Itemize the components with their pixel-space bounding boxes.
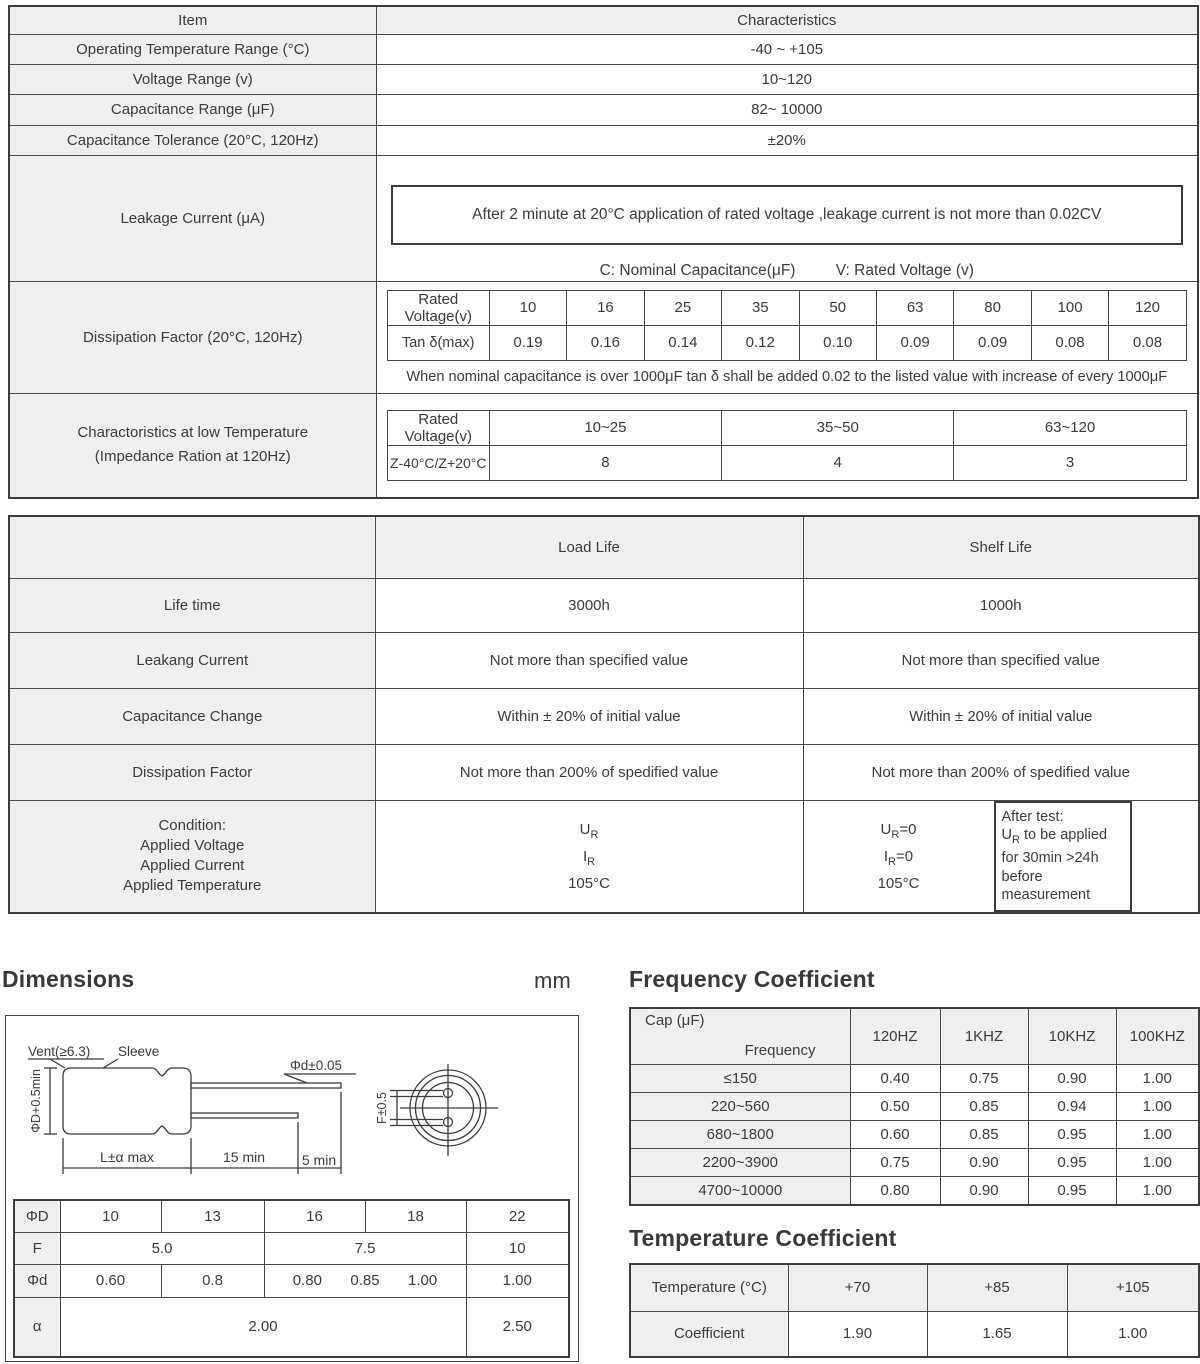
voltage-value: 63 bbox=[876, 290, 953, 325]
condition-label: Condition: Applied Voltage Applied Current Applied Temperature bbox=[9, 800, 375, 913]
freq-value: 1.00 bbox=[1116, 1148, 1199, 1176]
v-definition: V: Rated Voltage (v) bbox=[835, 261, 974, 279]
freq-value: 1.00 bbox=[1116, 1064, 1199, 1092]
coefficient-row-label: Coefficient bbox=[630, 1311, 788, 1357]
life-row-label: Leakang Current bbox=[9, 632, 375, 688]
rated-voltage-label: Rated Voltage(v) bbox=[387, 290, 489, 325]
spec-row-value: ±20% bbox=[376, 125, 1198, 155]
freq-col-header: 1KHZ bbox=[940, 1008, 1028, 1064]
spec-table bbox=[8, 5, 1199, 499]
freq-value: 0.95 bbox=[1028, 1176, 1116, 1205]
freq-value: 0.90 bbox=[940, 1176, 1028, 1205]
dimensions-unit: mm bbox=[534, 968, 572, 993]
vent-label: Vent(≥6.3) bbox=[28, 1044, 91, 1059]
life-load-value: 3000h bbox=[375, 578, 803, 632]
frequency-coefficient-table bbox=[629, 1007, 1200, 1206]
dim-row-label: F bbox=[14, 1232, 60, 1264]
freq-row-label: 220~560 bbox=[630, 1092, 850, 1120]
temperature-value-header: +105 bbox=[1067, 1264, 1199, 1311]
leakage-definitions bbox=[377, 262, 1198, 280]
freq-value: 0.60 bbox=[850, 1120, 940, 1148]
condition-shelf-values: $U_R=0$ $I_R=0$ 105°C bbox=[877, 820, 920, 892]
dim-value: 13 bbox=[161, 1200, 264, 1232]
dim-value: 10 bbox=[60, 1200, 161, 1232]
freq-value: 0.40 bbox=[850, 1064, 940, 1092]
spec-row-label: Operating Temperature Range (°C) bbox=[9, 34, 376, 64]
cap-axis-label: Cap (μF) bbox=[645, 1012, 705, 1030]
life-shelf-value: Within ± 20% of initial value bbox=[803, 688, 1199, 744]
tan-value: 0.09 bbox=[876, 325, 953, 360]
dim-row-label: ΦD bbox=[14, 1200, 60, 1232]
life-blank-header bbox=[9, 516, 375, 578]
sleeve-label: Sleeve bbox=[118, 1044, 160, 1059]
dim-row-label: α bbox=[14, 1297, 60, 1357]
impedance-ratio-label: Z-40°C/Z+20°C bbox=[387, 445, 489, 480]
shelf-life-header: Shelf Life bbox=[803, 516, 1199, 578]
leakage-condition-box: After 2 minute at 20°C application of rated voltage ,leakage current is not more than 0.02CV bbox=[391, 185, 1183, 245]
dissipation-factor-label: Dissipation Factor (20°C, 120Hz) bbox=[9, 281, 376, 393]
life-row-label: Capacitance Change bbox=[9, 688, 375, 744]
tan-value: 0.19 bbox=[489, 325, 566, 360]
pitch-label: F±0.5 bbox=[375, 1092, 389, 1124]
dim-value: 10 bbox=[466, 1232, 569, 1264]
impedance-value: 4 bbox=[722, 445, 954, 480]
voltage-value: 100 bbox=[1031, 290, 1108, 325]
after-test-note-box: After test: $U_R$ to be applied for 30min >24h before measurement bbox=[994, 801, 1132, 912]
voltage-range: 10~25 bbox=[489, 410, 721, 445]
tan-value: 0.10 bbox=[799, 325, 876, 360]
freq-value: 0.85 bbox=[940, 1120, 1028, 1148]
freq-row-label: ≤150 bbox=[630, 1064, 850, 1092]
life-load-value: Not more than specified value bbox=[375, 632, 803, 688]
dim-value: 18 bbox=[365, 1200, 466, 1232]
low-temp-inner-table bbox=[387, 410, 1187, 481]
freq-value: 0.95 bbox=[1028, 1148, 1116, 1176]
spec-row-label: Capacitance Range (μF) bbox=[9, 94, 376, 125]
life-row-label: Life time bbox=[9, 578, 375, 632]
frequency-coefficient-title: Frequency Coefficient bbox=[629, 966, 875, 992]
spec-row-value: 10~120 bbox=[376, 64, 1198, 94]
temperature-value-header: +85 bbox=[927, 1264, 1067, 1311]
impedance-value: 8 bbox=[489, 445, 721, 480]
condition-load-cell: $U_R$ $I_R$ 105°C bbox=[375, 800, 803, 913]
tan-value: 0.14 bbox=[644, 325, 721, 360]
life-shelf-value: 1000h bbox=[803, 578, 1199, 632]
dim-value: 16 bbox=[264, 1200, 365, 1232]
low-temp-cell bbox=[376, 393, 1198, 498]
voltage-value: 16 bbox=[567, 290, 644, 325]
spec-row-label: Voltage Range (v) bbox=[9, 64, 376, 94]
dissipation-note: When nominal capacitance is over 1000μF tan δ shall be added 0.02 to the listed value with increase of every 1000μF bbox=[406, 368, 1168, 385]
voltage-range: 35~50 bbox=[722, 410, 954, 445]
life-row-label: Dissipation Factor bbox=[9, 744, 375, 800]
capacitor-dimension-drawing bbox=[6, 1041, 578, 1196]
tan-delta-label: Tan δ(max) bbox=[387, 325, 489, 360]
freq-value: 0.50 bbox=[850, 1092, 940, 1120]
leakage-current-cell bbox=[376, 155, 1198, 281]
tan-value: 0.09 bbox=[954, 325, 1031, 360]
dim-row-label: Φd bbox=[14, 1264, 60, 1297]
tan-value: 0.08 bbox=[1109, 325, 1187, 360]
voltage-value: 35 bbox=[722, 290, 799, 325]
body-length-label: L±α max bbox=[100, 1149, 154, 1165]
life-shelf-value: Not more than 200% of spedified value bbox=[803, 744, 1199, 800]
spec-row-label: Capacitance Tolerance (20°C, 120Hz) bbox=[9, 125, 376, 155]
dim-value: 2.00 bbox=[60, 1297, 466, 1357]
load-life-header: Load Life bbox=[375, 516, 803, 578]
dim-value: 1.00 bbox=[466, 1264, 569, 1297]
c-definition: C: Nominal Capacitance(μF) bbox=[599, 261, 796, 279]
voltage-value: 80 bbox=[954, 290, 1031, 325]
freq-col-header: 100KHZ bbox=[1116, 1008, 1199, 1064]
freq-row-label: 2200~3900 bbox=[630, 1148, 850, 1176]
freq-value: 1.00 bbox=[1116, 1176, 1199, 1205]
voltage-value: 50 bbox=[799, 290, 876, 325]
freq-row-label: 4700~10000 bbox=[630, 1176, 850, 1205]
voltage-value: 10 bbox=[489, 290, 566, 325]
condition-shelf-cell bbox=[803, 800, 1199, 913]
low-temp-label: Charactoristics at low Temperature (Impedance Ration at 120Hz) bbox=[9, 393, 376, 498]
life-table bbox=[8, 515, 1200, 914]
voltage-range: 63~120 bbox=[954, 410, 1186, 445]
coefficient-value: 1.90 bbox=[788, 1311, 927, 1357]
dimensions-title: Dimensions bbox=[2, 966, 135, 992]
freq-value: 0.90 bbox=[940, 1148, 1028, 1176]
temperature-coefficient-title: Temperature Coefficient bbox=[629, 1225, 897, 1251]
dim-value: 7.5 bbox=[264, 1232, 466, 1264]
dim-value-merged: 0.80 0.85 1.00 bbox=[264, 1264, 466, 1297]
freq-col-header: 10KHZ bbox=[1028, 1008, 1116, 1064]
voltage-value: 25 bbox=[644, 290, 721, 325]
temperature-coefficient-table bbox=[629, 1263, 1200, 1358]
freq-value: 0.80 bbox=[850, 1176, 940, 1205]
freq-value: 1.00 bbox=[1116, 1120, 1199, 1148]
freq-value: 0.95 bbox=[1028, 1120, 1116, 1148]
dim-value: 0.8 bbox=[161, 1264, 264, 1297]
spec-characteristics-header: Characteristics bbox=[376, 6, 1198, 34]
freq-value: 0.75 bbox=[850, 1148, 940, 1176]
spec-row-value: 82~ 10000 bbox=[376, 94, 1198, 125]
impedance-value: 3 bbox=[954, 445, 1186, 480]
freq-diagonal-header bbox=[630, 1008, 850, 1064]
dissipation-inner-table bbox=[387, 290, 1187, 361]
spec-item-header: Item bbox=[9, 6, 376, 34]
tan-value: 0.16 bbox=[567, 325, 644, 360]
coefficient-value: 1.65 bbox=[927, 1311, 1067, 1357]
temperature-row-label: Temperature (°C) bbox=[630, 1264, 788, 1311]
voltage-value: 120 bbox=[1109, 290, 1187, 325]
dim-value: 22 bbox=[466, 1200, 569, 1232]
dissipation-factor-cell bbox=[376, 281, 1198, 393]
spec-row-value: -40 ~ +105 bbox=[376, 34, 1198, 64]
life-load-value: Within ± 20% of initial value bbox=[375, 688, 803, 744]
dimension-table bbox=[13, 1199, 570, 1358]
tan-value: 0.12 bbox=[722, 325, 799, 360]
dim-value: 5.0 bbox=[60, 1232, 264, 1264]
life-load-value: Not more than 200% of spedified value bbox=[375, 744, 803, 800]
freq-value: 1.00 bbox=[1116, 1092, 1199, 1120]
frequency-axis-label: Frequency bbox=[744, 1042, 816, 1060]
temperature-value-header: +70 bbox=[788, 1264, 927, 1311]
dimensions-panel bbox=[5, 1015, 579, 1362]
freq-value: 0.94 bbox=[1028, 1092, 1116, 1120]
dim-value: 0.60 bbox=[60, 1264, 161, 1297]
tan-value: 0.08 bbox=[1031, 325, 1108, 360]
leakage-current-label: Leakage Current (μA) bbox=[9, 155, 376, 281]
case-diameter-label: ΦD+0.5min bbox=[29, 1069, 43, 1133]
lead-5min-label: 5 min bbox=[301, 1152, 337, 1168]
freq-col-header: 120HZ bbox=[850, 1008, 940, 1064]
life-shelf-value: Not more than specified value bbox=[803, 632, 1199, 688]
freq-value: 0.75 bbox=[940, 1064, 1028, 1092]
freq-value: 0.90 bbox=[1028, 1064, 1116, 1092]
coefficient-value: 1.00 bbox=[1067, 1311, 1199, 1357]
lead-diameter-label: Φd±0.05 bbox=[290, 1058, 342, 1073]
rated-voltage-label: Rated Voltage(v) bbox=[387, 410, 489, 445]
dim-value: 2.50 bbox=[466, 1297, 569, 1357]
freq-value: 0.85 bbox=[940, 1092, 1028, 1120]
freq-row-label: 680~1800 bbox=[630, 1120, 850, 1148]
lead-15min-label: 15 min bbox=[222, 1149, 266, 1165]
